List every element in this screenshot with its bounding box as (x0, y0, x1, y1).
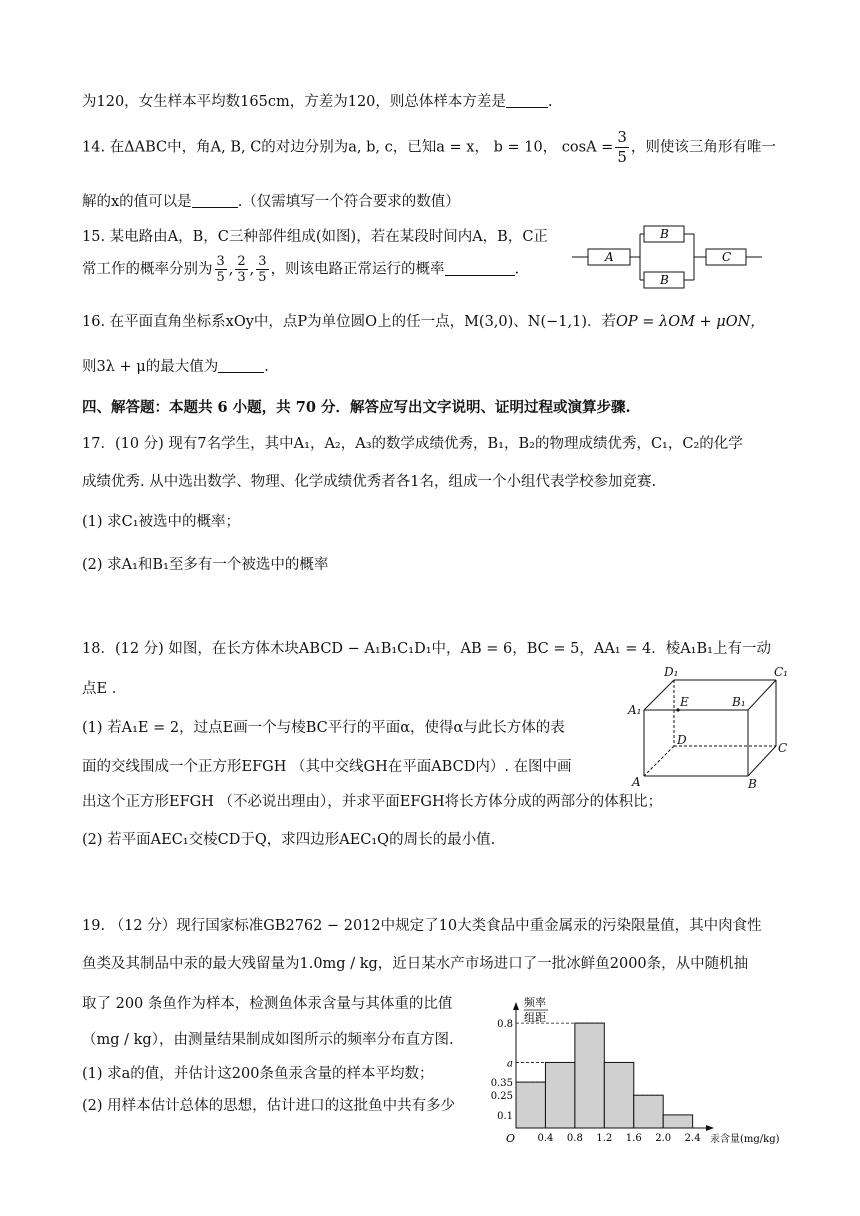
q15-fraction-1: $\frac{3}{5}$ (216, 254, 225, 285)
q14-answer-blank[interactable] (192, 193, 238, 208)
circuit-label-b-top: B (660, 227, 669, 241)
label-A: A (632, 775, 641, 789)
y-tick-label: 0.1 (497, 1110, 513, 1122)
x-tick-label: 0.4 (537, 1133, 554, 1144)
label-B: B (748, 777, 757, 791)
y-tick-label: 0.8 (497, 1019, 513, 1031)
q19-line1: 19. （12 分）现行国家标准GB2762 − 2012中规定了10大类食品中重金属汞的污染限量值，其中肉食性 (82, 918, 762, 934)
x-tick-label: 1.2 (596, 1133, 613, 1144)
q15-line2: 常工作的概率分别为 $\frac{3}{5}$ , $\frac{2}{3}$ , $\frac{3}{5}$ ，则该电路正常运行的概率 . (82, 254, 520, 285)
label-D1: D₁ (664, 665, 679, 679)
y-axis-label-bottom: 组距 (524, 1011, 546, 1024)
q19-line2: 鱼类及其制品中汞的最大残留量为1.0mg / kg，近日某水产市场进口了一批冰鲜鱼2000条，从中随机抽 (82, 956, 749, 972)
q18-line2: 点E . (82, 681, 117, 697)
q18-part1-line3: 出这个正方形EFGH （不必说出理由），并求平面EFGH将长方体分成的两部分的体积比； (82, 794, 663, 810)
histogram-chart (488, 996, 800, 1152)
q18-part2: (2) 若平面AEC₁交棱CD于Q，求四边形AEC₁Q的周长的最小值. (82, 832, 496, 848)
q17-part1: (1) 求C₁被选中的概率； (82, 514, 241, 530)
x-axis-label: 汞含量(mg/kg) (710, 1134, 780, 1145)
histogram-bar (516, 1082, 545, 1128)
y-tick-label: 0.25 (490, 1091, 513, 1103)
q17-line2: 成绩优秀. 从中选出数学、物理、化学成绩优秀者各1名，组成一个小组代表学校参加竞赛. (82, 474, 657, 490)
q18-part1-line2: 面的交线围成一个正方形EFGH （其中交线GH在平面ABCD内）. 在图中画 (82, 759, 572, 775)
q14-line2: 解的x的值可以是 .（仅需填写一个符合要求的数值） (82, 194, 460, 210)
q16-vector-expr: OP = λOM + μON， (616, 314, 765, 330)
label-B1: B₁ (732, 695, 746, 709)
q16-line2: 则3λ + μ的最大值为 . (82, 359, 269, 375)
q19-line4: （mg / kg），由测量结果制成如图所示的频率分布直方图. (82, 1032, 454, 1048)
label-C: C (778, 741, 788, 755)
q15-fraction-2: $\frac{2}{3}$ (237, 254, 246, 285)
circuit-diagram (572, 218, 762, 294)
q18-line1: 18．(12 分) 如图，在长方体木块ABCD − A₁B₁C₁D₁中，AB = 6，BC = 5，AA₁ = 4．棱A₁B₁上有一动 (82, 641, 771, 657)
circuit-label-a: A (605, 250, 614, 264)
x-tick-label: 2.4 (684, 1133, 701, 1144)
x-tick-label: 2.0 (655, 1133, 672, 1144)
q15-line1: 15. 某电路由A，B，C三种部件组成(如图)，若在某段时间内A，B，C正 (82, 229, 548, 245)
section-4-heading: 四、解答题：本题共 6 小题，共 70 分．解答应写出文字说明、证明过程或演算步骤. (82, 399, 631, 416)
histogram-bar (575, 1023, 604, 1128)
label-C1: C₁ (774, 665, 788, 679)
histogram-bar (604, 1062, 633, 1128)
q13-answer-blank[interactable] (506, 93, 548, 108)
origin-label: O (506, 1132, 516, 1145)
x-tick-label: 0.8 (566, 1133, 583, 1144)
histogram-bar (545, 1062, 574, 1128)
cuboid-figure (624, 662, 794, 792)
histogram-bar (663, 1115, 692, 1128)
q18-part1-line1: (1) 若A₁E = 2，过点E画一个与棱BC平行的平面α，使得α与此长方体的表 (82, 720, 565, 736)
y-tick-label: a (507, 1058, 513, 1070)
label-D: D (677, 733, 687, 747)
q16-answer-blank[interactable] (218, 358, 264, 373)
y-tick-label: 0.35 (490, 1078, 513, 1090)
q16-line1: 16. 在平面直角坐标系xOy中，点P为单位圆O上的任一点，M(3,0)、N(−1,1)．若OP = λOM + μON， (82, 314, 765, 330)
label-A1: A₁ (628, 703, 642, 717)
q19-part1: (1) 求a的值，并估计这200条鱼汞含量的样本平均数； (82, 1066, 434, 1082)
q17-part2: (2) 求A₁和B₁至多有一个被选中的概率 (82, 557, 329, 573)
y-axis-label-top: 频率 (524, 996, 546, 1009)
histogram-bar (634, 1095, 663, 1128)
circuit-label-b-bottom: B (660, 273, 669, 287)
q19-part2: (2) 用样本估计总体的思想，估计进口的这批鱼中共有多少 (82, 1098, 456, 1114)
q15-answer-blank[interactable] (445, 261, 515, 276)
q19-line3: 取了 200 条鱼作为样本，检测鱼体汞含量与其体重的比值 (82, 996, 453, 1012)
q15-fraction-3: $\frac{3}{5}$ (258, 254, 267, 285)
x-axis-arrow (706, 1125, 714, 1131)
circuit-label-c: C (722, 250, 732, 264)
q17-line1: 17．(10 分) 现有7名学生，其中A₁，A₂，A₃的数学成绩优秀，B₁，B₂的物理成绩优秀，C₁，C₂的化学 (82, 436, 743, 452)
q14-line1: 14. 在ΔABC中，角A, B, C的对边分别为a, b, c，已知a = x， b = 10， cosA = $\frac{3}{5}$ ，则使该三角形有唯一 (82, 128, 776, 166)
y-axis-arrow (513, 1002, 519, 1010)
q13-tail: 为120，女生样本平均数165cm，方差为120，则总体样本方差是 . (82, 94, 553, 110)
label-E: E (680, 695, 689, 709)
q14-fraction: $\frac{3}{5}$ (617, 128, 627, 166)
x-tick-label: 1.6 (625, 1133, 642, 1144)
